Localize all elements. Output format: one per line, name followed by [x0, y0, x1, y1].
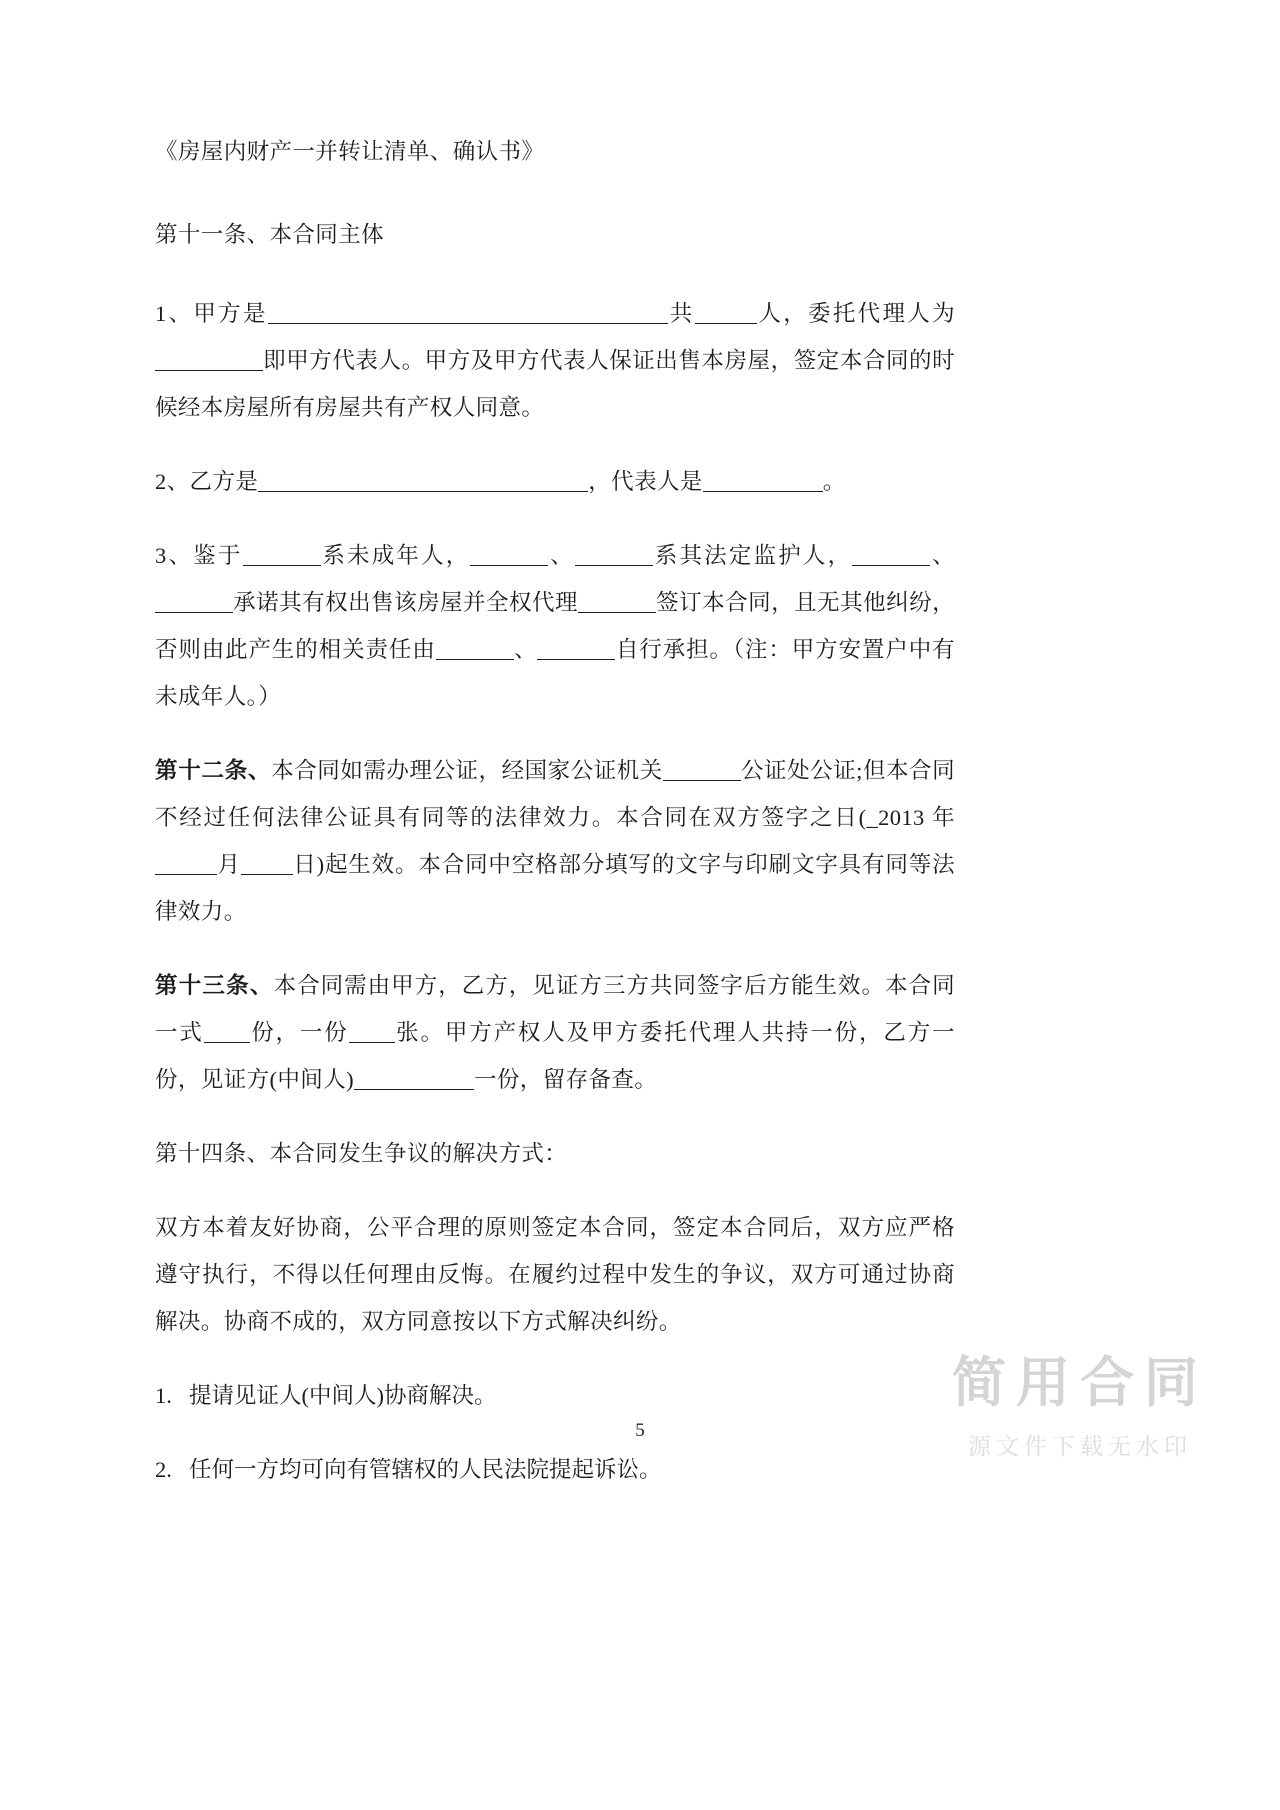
clause-item-2 — [155, 458, 955, 505]
blank-field[interactable] — [155, 349, 263, 371]
clause-3-prefix: 3、鉴于 — [155, 543, 243, 568]
clause-3-mid-2: 、 — [548, 543, 575, 568]
watermark-brand: 简用合同 — [952, 1351, 1208, 1414]
section-13-text-4: 一份，留存备查。 — [474, 1067, 658, 1092]
section-13-label: 第十三条、 — [155, 973, 274, 998]
document-body — [155, 128, 955, 1520]
clause-3-mid-7: 、 — [513, 637, 538, 662]
blank-field[interactable] — [241, 853, 293, 875]
blank-field[interactable] — [575, 544, 653, 566]
section-14-heading: 第十四条、本合同发生争议的解决方式： — [155, 1141, 568, 1166]
section-12-text-2: 公证处公证;但本合同不经过任何法律公证具有同等的法律效力。本合同在双方签字之日(_2013 年 — [155, 758, 955, 830]
blank-field[interactable] — [703, 470, 823, 492]
blank-field[interactable] — [243, 544, 321, 566]
blank-field[interactable] — [155, 591, 233, 613]
page-number: 5 — [635, 1420, 645, 1441]
clause-3-mid-1: 系未成年人， — [320, 543, 471, 568]
list-item-number: 1. — [155, 1383, 172, 1408]
clause-3-mid-8: 自行承担。（注：甲方安置户中有未成年人。） — [155, 637, 955, 709]
blank-field[interactable] — [436, 638, 514, 660]
clause-3-mid-3: 系其法定监护人， — [652, 543, 853, 568]
blank-field[interactable] — [470, 544, 548, 566]
section-13-text-1: 本合同需由甲方，乙方，见证方三方共同签字后方能生效。本合同一式 — [155, 973, 955, 1045]
clause-2-suffix: 。 — [822, 469, 846, 494]
blank-field[interactable] — [695, 302, 757, 324]
blank-field[interactable] — [258, 470, 588, 492]
section-14-body: 双方本着友好协商，公平合理的原则签定本合同，签定本合同后，双方应严格遵守执行，不得以任何理由反悔。在履约过程中发生的争议，双方可通过协商解决。协商不成的，双方同意按以下方式解决纠纷。 — [155, 1215, 955, 1334]
blank-field[interactable] — [268, 302, 668, 324]
clause-3-mid-6: 签订本合同，且无其他纠纷，否则由此产生的相关责任由 — [155, 590, 955, 662]
list-item — [155, 1446, 955, 1493]
clause-2-prefix: 2、乙方是 — [155, 469, 259, 494]
clause-3-mid-4: 、 — [930, 543, 956, 568]
clause-1-prefix: 1、甲方是 — [155, 301, 268, 326]
watermark — [952, 1351, 1208, 1461]
clause-3-mid-5: 承诺其有权出售该房屋并全权代理 — [233, 590, 579, 615]
clause-1-mid-3: 即甲方代表人。甲方及甲方代表人保证出售本房屋，签定本合同的时候经本房屋所有房屋共有产权人同意。 — [155, 348, 955, 420]
list-item-number: 2. — [155, 1457, 172, 1482]
blank-field[interactable] — [663, 759, 741, 781]
section-12-text-4: 日)起生效。本合同中空格部分填写的文字与印刷文字具有同等法律效力。 — [155, 852, 955, 924]
list-item-label: 任何一方均可向有管辖权的人民法院提起诉讼。 — [189, 1457, 662, 1482]
blank-field[interactable] — [204, 1021, 250, 1043]
blank-field[interactable] — [578, 591, 656, 613]
section-13-text-3: 张。甲方产权人及甲方委托代理人共持一份，乙方一份，见证方(中间人) — [155, 1020, 955, 1092]
clause-item-1 — [155, 290, 955, 431]
section-11-heading: 第十一条、本合同主体 — [155, 222, 385, 247]
watermark-subtitle: 源文件下载无水印 — [968, 1433, 1192, 1460]
clause-1-mid-2: 人，委托代理人为 — [756, 301, 955, 326]
blank-field[interactable] — [852, 544, 930, 566]
section-13 — [155, 962, 955, 1103]
blank-field[interactable] — [537, 638, 615, 660]
blank-field[interactable] — [155, 853, 217, 875]
document-title: 《房屋内财产一并转让清单、确认书》 — [155, 139, 545, 164]
list-item-label: 提请见证人(中间人)协商解决。 — [189, 1383, 497, 1408]
blank-field[interactable] — [349, 1021, 395, 1043]
blank-field[interactable] — [354, 1068, 474, 1090]
section-12-text-1: 本合同如需办理公证，经国家公证机关 — [271, 758, 663, 783]
clause-2-mid-1: ，代表人是 — [588, 469, 703, 494]
section-13-text-2: 份，一份 — [249, 1020, 349, 1045]
clause-1-mid-1: 共 — [667, 301, 695, 326]
list-item — [155, 1372, 955, 1419]
clause-item-3 — [155, 532, 955, 720]
section-12-label: 第十二条、 — [155, 758, 272, 783]
section-12 — [155, 747, 955, 935]
section-12-text-3: 月 — [217, 852, 241, 877]
